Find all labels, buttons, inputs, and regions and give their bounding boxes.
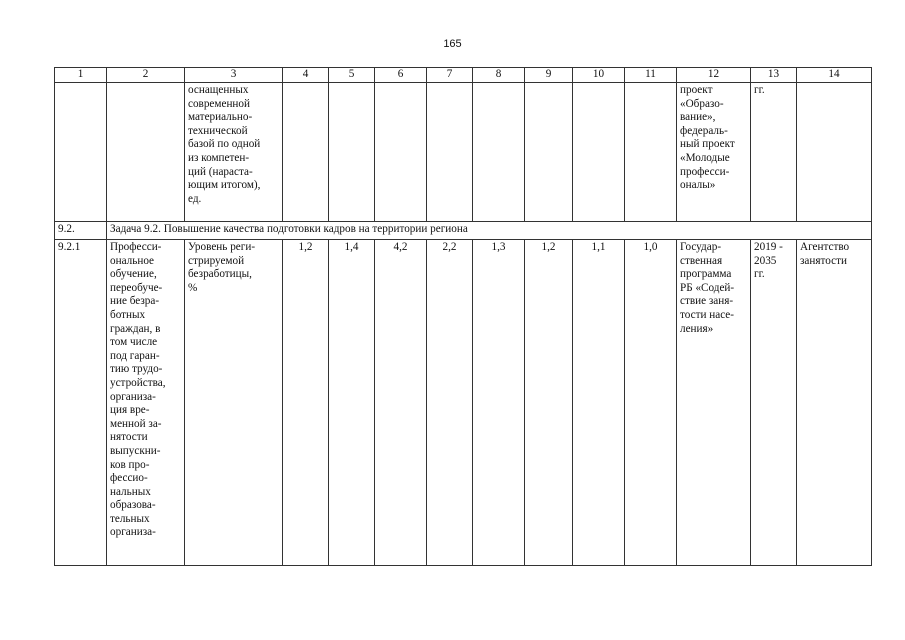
- table-cell: [473, 83, 525, 222]
- table-cell: Уровень реги- стрируемой безработицы, %: [185, 240, 283, 566]
- table-cell: [329, 83, 375, 222]
- column-header: 11: [625, 68, 677, 83]
- table-cell: 2019 - 2035 гг.: [751, 240, 797, 566]
- table-cell: 1,1: [573, 240, 625, 566]
- table-cell: оснащенных современной материально- технической базой по одной из компетен- ций (нараста- ющим итогом), ед.: [185, 83, 283, 222]
- table-cell: Професси- ональное обучение, переобуче- ние безра- ботных граждан, в том числе под гаран- тию трудо- устройства, организа- ция вре- менной за- нятости выпускни- ков про- фессио- нальных образова- тельных организа-: [107, 240, 185, 566]
- task-row: [55, 222, 872, 240]
- column-header: 8: [473, 68, 525, 83]
- table-cell: гг.: [751, 83, 797, 222]
- table-cell: [55, 83, 107, 222]
- column-header: 6: [375, 68, 427, 83]
- table-cell: Агентство занятости: [797, 240, 872, 566]
- table-cell: 2,2: [427, 240, 473, 566]
- table-row: [55, 83, 872, 222]
- table-cell: Государ- ственная программа РБ «Содей- ствие заня- тости насе- ления»: [677, 240, 751, 566]
- table-cell: проект «Образо- вание», федераль- ный проект «Молодые професси- оналы»: [677, 83, 751, 222]
- column-header: 9: [525, 68, 573, 83]
- page-number: 165: [443, 38, 462, 50]
- column-header: 3: [185, 68, 283, 83]
- table-cell: 1,2: [525, 240, 573, 566]
- column-header: 14: [797, 68, 872, 83]
- table-cell: [573, 83, 625, 222]
- table-cell: [107, 83, 185, 222]
- table-cell: 9.2.1: [55, 240, 107, 566]
- column-header: 13: [751, 68, 797, 83]
- table-cell: 4,2: [375, 240, 427, 566]
- column-header: 12: [677, 68, 751, 83]
- column-header: 7: [427, 68, 473, 83]
- table-cell: [427, 83, 473, 222]
- column-header: 10: [573, 68, 625, 83]
- table-cell: 1,0: [625, 240, 677, 566]
- table-cell: 1,2: [283, 240, 329, 566]
- column-header: 1: [55, 68, 107, 83]
- table-cell: [375, 83, 427, 222]
- task-title: Задача 9.2. Повышение качества подготовки кадров на территории региона: [107, 222, 872, 240]
- table-cell: [797, 83, 872, 222]
- task-number: 9.2.: [55, 222, 107, 240]
- table-row: [55, 240, 872, 566]
- table-cell: [525, 83, 573, 222]
- indicators-table: [54, 67, 872, 566]
- header-row: [55, 68, 872, 83]
- table-cell: [283, 83, 329, 222]
- table-cell: [625, 83, 677, 222]
- column-header: 2: [107, 68, 185, 83]
- column-header: 5: [329, 68, 375, 83]
- column-header: 4: [283, 68, 329, 83]
- table-cell: 1,4: [329, 240, 375, 566]
- table-cell: 1,3: [473, 240, 525, 566]
